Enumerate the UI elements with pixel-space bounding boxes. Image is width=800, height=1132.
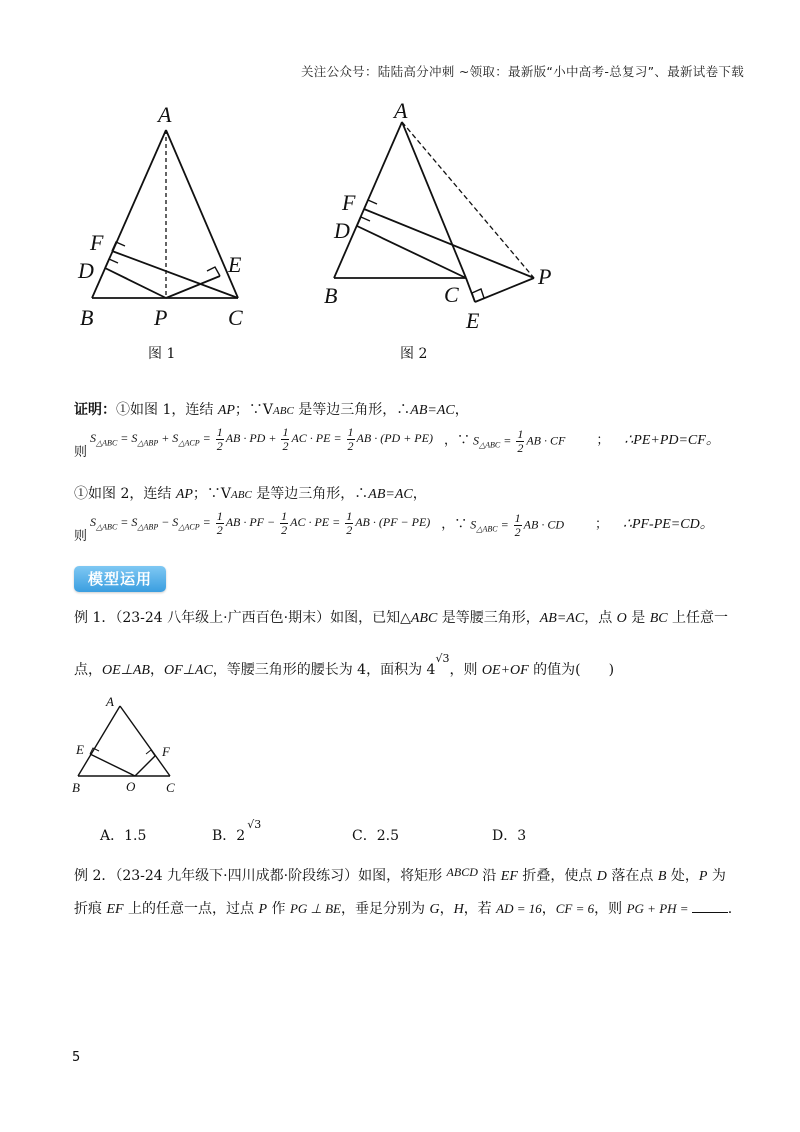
ex1-label-a: A bbox=[106, 694, 114, 709]
option-d[interactable]: D．3 bbox=[492, 828, 527, 844]
fig1-label-e: E bbox=[228, 252, 242, 277]
fig1-line-pd bbox=[105, 268, 166, 298]
ex1-label-e: E bbox=[76, 742, 84, 757]
figure-2-diagram bbox=[320, 98, 570, 338]
example-1-line-2: 点，OE⊥AB，OF⊥AC，等腰三角形的腰长为 4，面积为 $4^{√3}$，则 OE+OF 的值为( ) bbox=[74, 652, 615, 678]
ex1-label-b: B bbox=[72, 780, 80, 795]
fig1-side-ab bbox=[92, 130, 166, 298]
page-number: 5 bbox=[72, 1050, 81, 1065]
fig2-right-angle-f bbox=[364, 200, 377, 209]
example-2-line-1: 例 2．（23-24 九年级下·四川成都·阶段练习）如图，将矩形 ABCD 沿 EF 折叠，使点 D 落在点 B 处，P 为 bbox=[74, 865, 726, 884]
figure-1-diagram bbox=[76, 100, 266, 335]
option-a[interactable]: A．1.5 bbox=[100, 828, 147, 844]
fig2-label-c: C bbox=[444, 282, 459, 307]
fig2-label-f: F bbox=[342, 190, 356, 215]
fig1-label-c: C bbox=[228, 305, 243, 330]
proof-math-1: 则 $S_{\triangle ABC} = S_{\triangle ABP} + S_{\triangle ACP}$ = $\frac{1}{2}$ AB · PD + $\frac{1}{2}$ AC · PE = $\frac{1}{2}$ AB · (PD + PE) ，∵ $S_{\triangle ABC}$ = $\frac{1}{2}$ AB · CF ； ∴PE+PD=CF。 bbox=[74, 425, 720, 461]
fig2-label-b: B bbox=[324, 283, 338, 308]
fig2-label-e: E bbox=[466, 308, 480, 333]
ex1-label-c: C bbox=[166, 780, 175, 795]
fig2-right-angle-d bbox=[357, 217, 370, 226]
proof-line-1: 证明：①如图 1，连结 AP；∵VABC 是等边三角形，∴AB=AC， bbox=[74, 402, 469, 418]
fig2-line-ep bbox=[475, 278, 534, 302]
option-b[interactable]: B．$2^{√3}$ bbox=[212, 818, 262, 844]
fig2-label-d: D bbox=[334, 218, 350, 243]
ex1-label-o: O bbox=[126, 779, 136, 794]
fig1-right-angle-d bbox=[105, 259, 118, 268]
fig2-line-dc bbox=[357, 226, 466, 278]
ex1-line-of bbox=[135, 756, 155, 776]
page-header: 关注公众号：陆陆高分冲刺 ~领取：最新版“小中高考-总复习”、最新试卷下载 bbox=[300, 64, 744, 79]
proof-math-2: 则 $S_{\triangle ABC} = S_{\triangle ABP} - S_{\triangle ACP}$ = $\frac{1}{2}$ AB · PF − $\frac{1}{2}$ AC · PE = $\frac{1}{2}$ AB · (PF − PE) ，∵ $S_{\triangle ABC}$ = $\frac{1}{2}$ AB · CD ； ∴PF-PE=CD。 bbox=[74, 509, 714, 545]
answer-blank[interactable] bbox=[692, 898, 728, 913]
fig1-right-angle-e bbox=[207, 267, 220, 276]
fig1-line-pe bbox=[166, 276, 220, 298]
fig2-line-fp bbox=[364, 209, 534, 278]
fig1-label-p: P bbox=[154, 305, 168, 330]
figure-1-caption: 图 1 bbox=[148, 346, 176, 362]
ex1-line-oe bbox=[90, 754, 135, 776]
fig1-label-f: F bbox=[90, 230, 104, 255]
example-2-line-2: 折痕 EF 上的任意一点，过点 P 作 PG ⊥ BE，垂足分别为 G，H，若 AD = 16，CF = 6，则 PG + PH = . bbox=[74, 898, 732, 920]
fig1-label-d: D bbox=[78, 258, 94, 283]
fig2-side-ac bbox=[402, 122, 466, 278]
fig2-label-a: A bbox=[394, 98, 408, 123]
option-c[interactable]: C．2.5 bbox=[352, 828, 399, 844]
fig2-label-p: P bbox=[538, 264, 552, 289]
fig1-label-a: A bbox=[158, 102, 172, 127]
example-1-line-1: 例 1．（23-24 八年级上·广西百色·期末）如图，已知△ABC 是等腰三角形，AB=AC，点 O 是 BC 上任意一 bbox=[74, 610, 729, 626]
ex1-label-f: F bbox=[162, 744, 170, 759]
fig1-label-b: B bbox=[80, 305, 94, 330]
fig2-line-ap bbox=[402, 122, 534, 278]
proof-label: 证明： bbox=[74, 402, 116, 418]
proof-line-2: ①如图 2，连结 AP；∵VABC 是等边三角形，∴AB=AC， bbox=[74, 486, 427, 502]
section-badge: 模型运用 bbox=[74, 566, 166, 592]
example-1-diagram bbox=[70, 694, 190, 798]
figure-2-caption: 图 2 bbox=[400, 346, 428, 362]
